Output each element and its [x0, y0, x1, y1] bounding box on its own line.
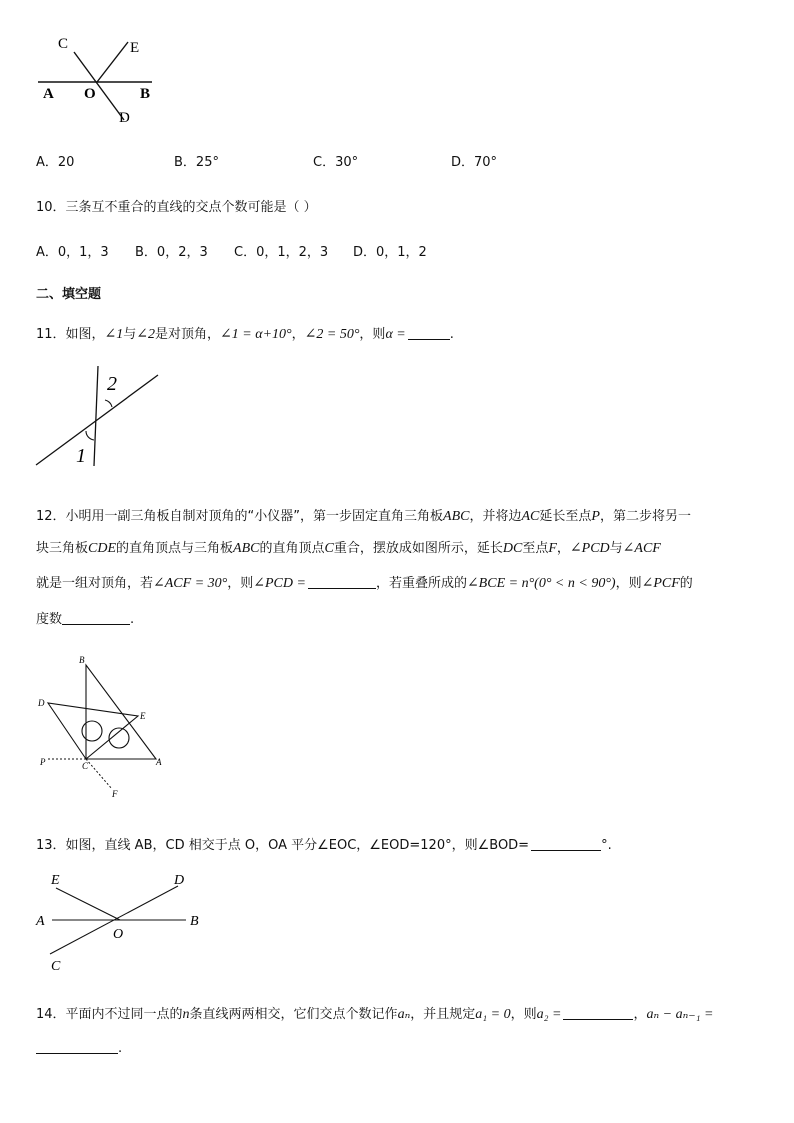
label-angle-2: 2 [107, 373, 117, 395]
figure-q12-triangle-instrument [34, 653, 174, 803]
label-e: E [140, 711, 146, 721]
q10-option-c[interactable]: C．0，1，2，3 [234, 245, 329, 260]
angle-arc-1 [86, 431, 94, 440]
q12-text: ， [556, 541, 570, 556]
label-e: E [51, 873, 60, 888]
q9-option-b[interactable]: B．25° [174, 155, 219, 170]
ray-oe [56, 888, 120, 920]
line-cd [74, 52, 124, 120]
q14-answer-blank-2[interactable] [36, 1040, 118, 1054]
q13-tail: °. [601, 838, 612, 853]
label-d: D [38, 698, 45, 708]
label-o: O [84, 86, 96, 102]
q14-n: n [182, 1007, 190, 1022]
q12-text: ，则 [227, 576, 254, 591]
label-f: F [112, 789, 118, 799]
q10-option-d[interactable]: D．0，1，2 [353, 245, 427, 260]
section-title-fill-in: 二、填空题 [36, 287, 102, 302]
line-oe [97, 42, 128, 82]
q12-line-1 [36, 505, 691, 525]
angle-arc-2 [105, 400, 112, 407]
q12-line-4 [36, 608, 134, 627]
q12-answer-blank-2[interactable] [62, 611, 130, 625]
q12-line-3 [36, 572, 693, 592]
q9-option-d[interactable]: D．70° [451, 155, 498, 170]
q12-p: P [591, 509, 600, 524]
q12-f: F [548, 541, 557, 556]
label-e: E [130, 40, 140, 56]
q11-text-4: ， [291, 327, 305, 342]
q11-text-6: . [449, 327, 454, 342]
label-a: A [36, 914, 45, 929]
q12-angle-acf: ∠ACF [622, 541, 661, 556]
label-a: A [43, 86, 54, 102]
q12-given-bce: ∠BCE = n°(0° < n < 90°) [466, 576, 616, 591]
q14-a1: a₁ = 0 [475, 1007, 511, 1022]
q13-answer-blank[interactable] [531, 837, 601, 851]
q12-text: ，第二步将另一 [599, 509, 691, 524]
q12-line-2 [36, 537, 661, 557]
q11-text-5: ，则 [359, 327, 386, 342]
q12-text: 12．小明用一副三角板自制对顶角的“小仪器”，第一步固定直角三角板 [36, 509, 444, 524]
line-steep [94, 366, 98, 466]
label-c: C [58, 36, 69, 52]
q12-text: 就是一组对顶角，若 [36, 576, 154, 591]
q11-angle-1: ∠1 [104, 327, 124, 342]
q12-text: ，若重叠所成的 [375, 576, 467, 591]
q13-text: 13．如图，直线 AB，CD 相交于点 O，OA 平分∠EOC，∠EOD=120°，则∠BOD= [36, 838, 530, 853]
q12-text: 的直角顶点与三角板 [116, 541, 234, 556]
triangle-cde [48, 703, 138, 759]
label-o: O [113, 927, 124, 942]
q12-text: 与 [609, 541, 623, 556]
q14-line-2 [36, 1040, 122, 1056]
q14-an: aₙ [397, 1007, 411, 1022]
q12-ac: AC [521, 509, 540, 524]
q12-ask-pcd: ∠PCD = [253, 576, 306, 591]
label-c: C [82, 761, 89, 771]
q12-text: 的 [679, 576, 693, 591]
q10-option-a[interactable]: A．0，1，3 [36, 245, 109, 260]
q10-option-b[interactable]: B．0，2，3 [135, 245, 208, 260]
q12-cde: CDE [88, 541, 117, 556]
q12-text: 至点 [522, 541, 549, 556]
figure-q13-lines [32, 868, 210, 976]
q11-text-1: 11．如图， [36, 327, 105, 342]
q13-stem [36, 834, 612, 853]
q14-text: ，并且规定 [410, 1007, 476, 1022]
q12-text: . [130, 612, 135, 627]
q14-text: ，则 [510, 1007, 537, 1022]
q11-text-3: 是对顶角， [155, 327, 221, 342]
q14-a2: a₂ = [536, 1007, 562, 1022]
q12-text: 的直角顶点 [259, 541, 325, 556]
q9-option-a[interactable]: A．20 [36, 155, 75, 170]
q11-text-2: 与 [123, 327, 137, 342]
q11-answer-blank[interactable] [408, 326, 450, 340]
q10-stem: 10．三条互不重合的直线的交点个数可能是（ ） [36, 200, 317, 215]
q12-abc: ABC [443, 509, 470, 524]
label-d: D [119, 110, 130, 126]
label-c: C [51, 959, 61, 974]
triangle-abc [86, 665, 156, 759]
q14-text: 14．平面内不过同一点的 [36, 1007, 183, 1022]
label-a: A [156, 757, 162, 767]
q12-abc: ABC [233, 541, 260, 556]
line-cf-dotted [86, 759, 112, 789]
q12-dc: DC [502, 541, 523, 556]
q11-expr-3: α = [385, 327, 406, 342]
q11-stem [36, 323, 454, 343]
q11-expr-1: ∠1 = α+10° [220, 327, 292, 342]
q12-text: ，并将边 [469, 509, 522, 524]
q12-answer-blank-1[interactable] [308, 575, 376, 589]
label-b: B [140, 86, 151, 102]
label-b: B [190, 914, 199, 929]
q12-text: ，则 [615, 576, 642, 591]
q12-text: 块三角板 [36, 541, 89, 556]
q14-diff: aₙ − aₙ₋₁ = [646, 1007, 714, 1022]
circle-hole-1 [82, 721, 102, 741]
label-b: B [79, 655, 85, 665]
q14-line-1 [36, 1003, 713, 1023]
q14-text: . [118, 1041, 123, 1056]
figure-q11-vertical-angles [32, 358, 167, 470]
q12-ask-pcf: ∠PCF [641, 576, 680, 591]
q12-text: 度数 [36, 612, 63, 627]
q12-c: C [324, 541, 334, 556]
q12-text: 延长至点 [539, 509, 592, 524]
q14-text: 条直线两两相交，它们交点个数记作 [189, 1007, 398, 1022]
q12-angle-pcd: ∠PCD [569, 541, 610, 556]
q9-option-c[interactable]: C．30° [313, 155, 359, 170]
q12-given: ∠ACF = 30° [153, 576, 228, 591]
label-angle-1: 1 [76, 445, 86, 467]
q12-text: 重合，摆放成如图所示，延长 [333, 541, 503, 556]
figure-q9-intersecting-lines [30, 30, 160, 130]
q14-text: ， [633, 1007, 647, 1022]
q11-angle-2: ∠2 [136, 327, 156, 342]
q11-expr-2: ∠2 = 50° [304, 327, 360, 342]
label-p: P [40, 757, 46, 767]
label-d: D [174, 873, 185, 888]
q14-answer-blank-1[interactable] [563, 1006, 633, 1020]
